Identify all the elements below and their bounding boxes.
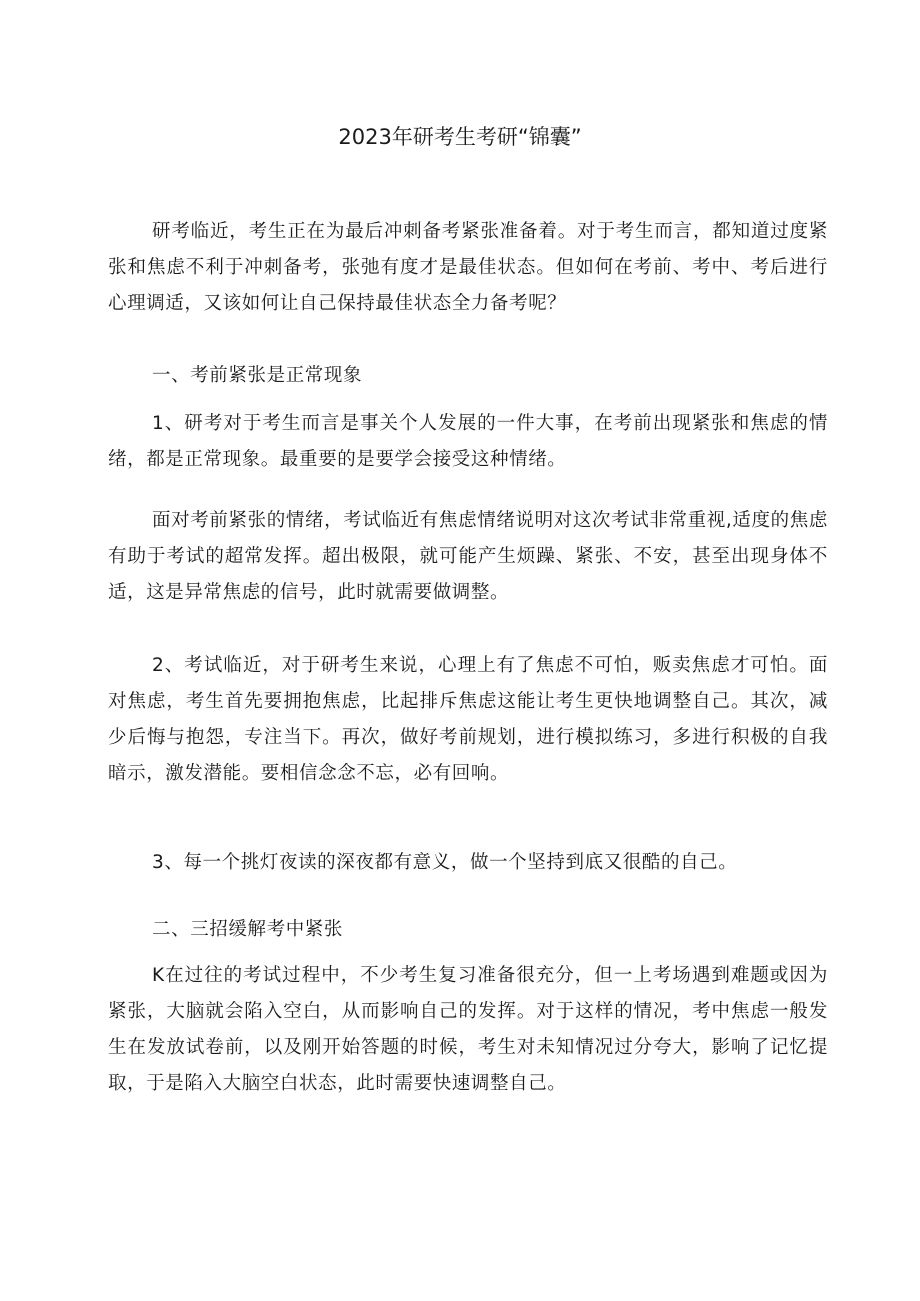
paragraph-point-2: 2、考试临近，对于研考生来说，心理上有了焦虑不可怕，贩卖焦虑才可怕。面对焦虑，考生首先要拥抱焦虑，比起排斥焦虑这能让考生更快地调整自己。其次，减少后悔与抱怨，专注当下。再次，做好考前规划，进行模拟练习，多进行积极的自我暗示，激发潜能。要相信念念不忘，必有回响。: [108, 655, 828, 784]
paragraph-point-1: 1、研考对于考生而言是事关个人发展的一件大事，在考前出现紧张和焦虑的情绪，都是正常现象。最重要的是要学会接受这种情绪。: [108, 413, 828, 470]
document-title: 2023年研考生考研“锦囊”: [338, 125, 582, 149]
intro-paragraph: 研考临近，考生正在为最后冲刺备考紧张准备着。对于考生而言，都知道过度紧张和焦虑不利于冲刺备考，张弛有度才是最佳状态。但如何在考前、考中、考后进行心理调适，又该如何让自己保持最佳状态全力备考呢？: [108, 221, 828, 314]
paragraph-exam: K在过往的考试过程中，不少考生复习准备很充分，但一上考场遇到难题或因为紧张，大脑就会陷入空白，从而影响自己的发挥。对于这样的情况，考中焦虑一般发生在发放试卷前，以及刚开始答题的时候，考生对未知情况过分夸大，影响了记忆提取，于是陷入大脑空白状态，此时需要快速调整自己。: [108, 965, 828, 1094]
section-heading-1: 一、考前紧张是正常现象: [152, 365, 363, 386]
paragraph-point-3: 3、每一个挑灯夜读的深夜都有意义，做一个坚持到底又很酷的自己。: [152, 852, 738, 873]
section-heading-2: 二、三招缓解考中紧张: [152, 919, 344, 940]
paragraph-anxiety: 面对考前紧张的情绪，考试临近有焦虑情绪说明对这次考试非常重视,适度的焦虑有助于考试的超常发挥。超出极限，就可能产生烦躁、紧张、不安，甚至出现身体不适，这是异常焦虑的信号，此时就需要做调整。: [108, 510, 828, 603]
